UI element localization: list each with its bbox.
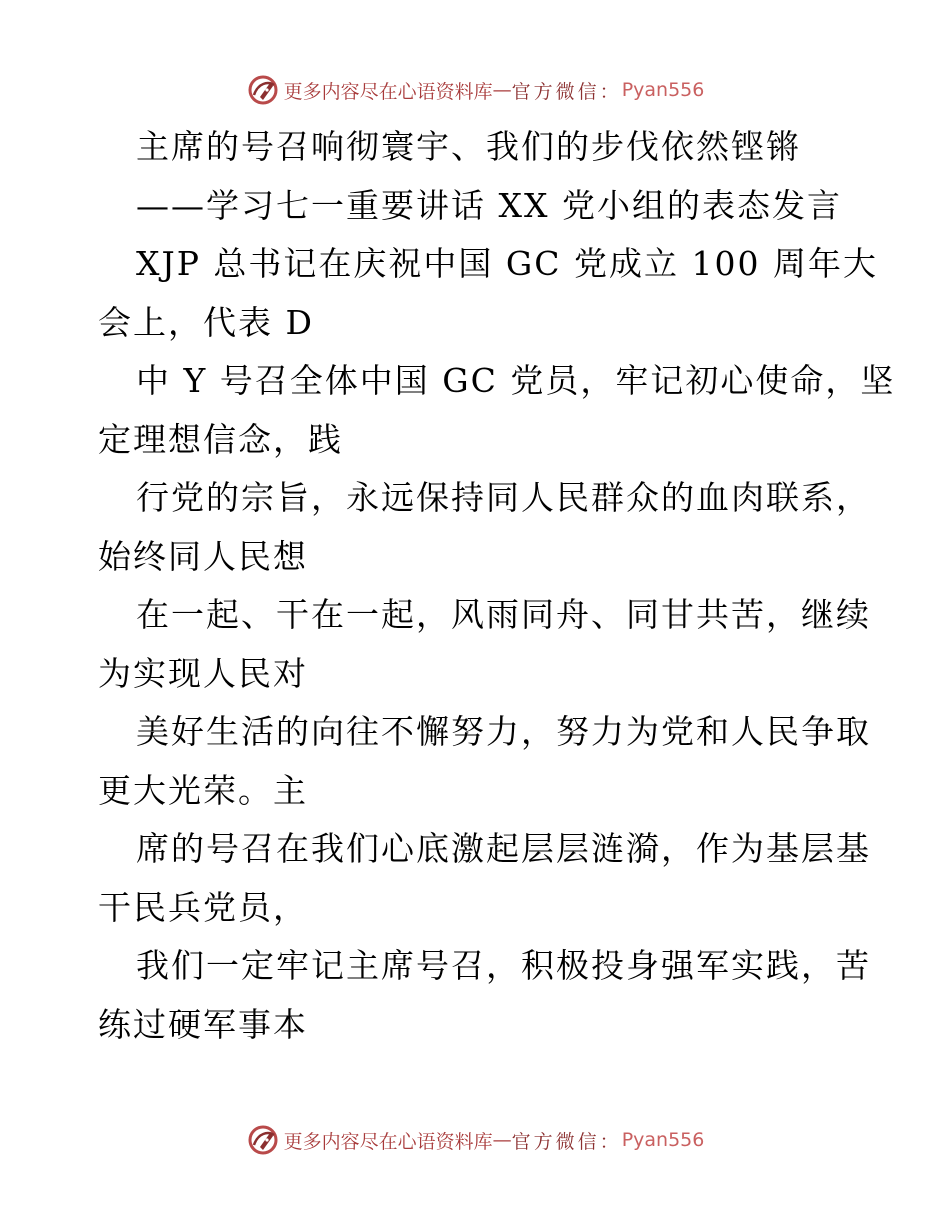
watermark-dash: — (492, 1129, 512, 1151)
footer-watermark (0, 1122, 950, 1158)
paragraph-line: 行党的宗旨，永远保持同人民群众的血肉联系， (136, 478, 871, 517)
paragraph-line: 中 Y 号召全体中国 GC 党员，牢记初心使命，坚 (136, 361, 896, 400)
paragraph-line: XJP 总书记在庆祝中国 GC 党成立 100 周年大 (136, 244, 878, 283)
paragraph-line: 定理想信念，践 (98, 419, 343, 459)
watermark-main-text: 更多内容尽在心语资料库 (283, 1130, 493, 1153)
paragraph-line: 会上，代表 D (98, 302, 314, 342)
paragraph-line: 在一起、干在一起，风雨同舟、同甘共苦，继续 (136, 595, 871, 634)
paragraph-line: 席的号召在我们心底激起层层涟漪，作为基层基 (136, 829, 871, 868)
header-watermark (0, 72, 950, 108)
watermark-official-label: 官方微信： (511, 1130, 622, 1153)
paragraph-line: 美好生活的向往不懈努力，努力为党和人民争取 (136, 712, 871, 751)
paragraph-line: 练过硬军事本 (98, 1004, 308, 1044)
paragraph-line: 我们一定牢记主席号召，积极投身强军实践，苦 (136, 946, 871, 985)
watermark-main-text: 更多内容尽在心语资料库 (283, 80, 493, 103)
watermark-wechat-id: Pyan556 (621, 1129, 705, 1151)
paragraph-line: 为实现人民对 (98, 653, 308, 693)
pen-nib-swirl-logo-icon (246, 73, 280, 107)
paragraph-line: 始终同人民想 (98, 536, 308, 576)
watermark-dash: — (492, 79, 512, 101)
watermark-wechat-id: Pyan556 (621, 79, 705, 101)
document-body (98, 118, 896, 1054)
paragraph-line: 更大光荣。主 (98, 770, 308, 810)
paragraph-line: 干民兵党员， (98, 887, 308, 927)
document-title: 主席的号召响彻寰宇、我们的步伐依然铿锵 (136, 127, 801, 166)
pen-nib-swirl-logo-icon (246, 1123, 280, 1157)
watermark-official-label: 官方微信： (511, 80, 622, 103)
document-subtitle: ——学习七一重要讲话 XX 党小组的表态发言 (136, 185, 842, 225)
